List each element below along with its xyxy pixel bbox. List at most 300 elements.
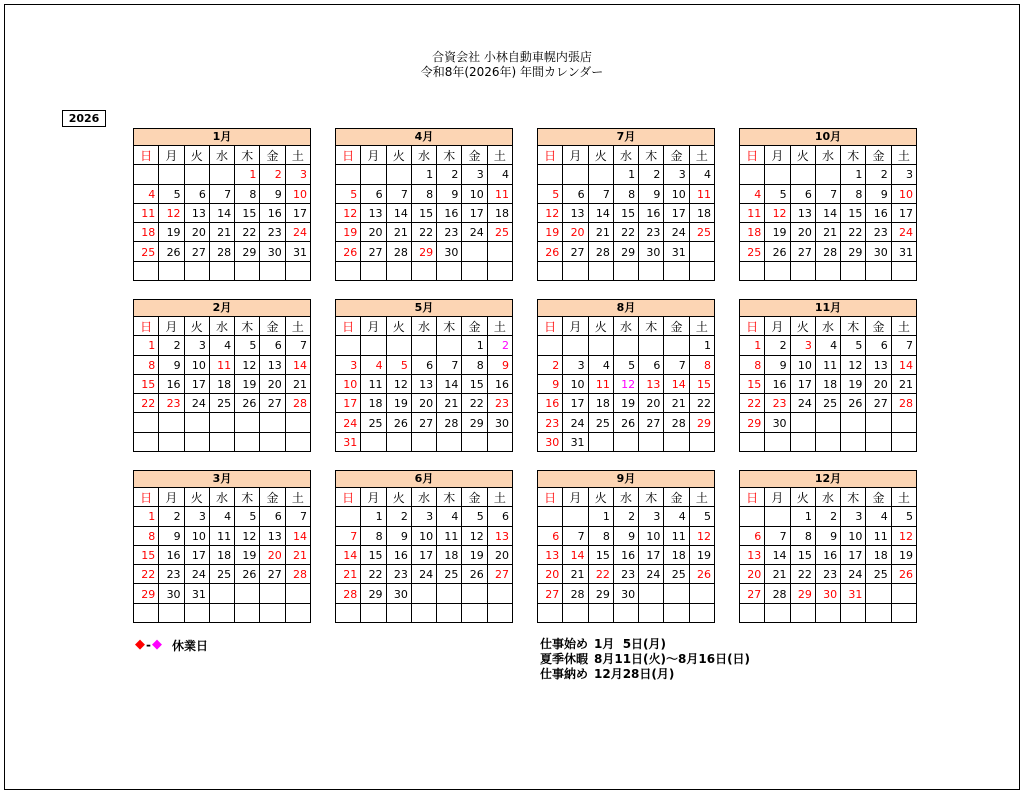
day-cell: 12 [690,527,715,546]
weekday-sun: 日 [538,488,563,507]
day-cell: 1 [841,165,866,184]
day-cell: 1 [462,336,487,355]
empty-day-cell [336,507,361,526]
empty-day-cell [185,433,210,452]
day-cell: 30 [437,242,462,261]
day-cell: 30 [614,584,639,603]
day-cell: 28 [765,584,790,603]
weekday-sun: 日 [134,146,159,165]
weekday-sat: 土 [690,146,715,165]
day-cell: 28 [816,242,841,261]
empty-day-cell [740,507,765,526]
day-cell: 25 [488,223,513,242]
day-cell: 29 [740,413,765,432]
empty-day-cell [210,584,235,603]
day-cell: 14 [765,546,790,565]
day-cell: 25 [740,242,765,261]
empty-day-cell [185,165,210,184]
empty-day-cell [210,413,235,432]
day-cell: 20 [185,223,210,242]
weekday-wed: 水 [210,488,235,507]
month-grid [133,146,311,281]
weekday-tue: 火 [185,317,210,336]
day-cell: 18 [210,546,235,565]
day-cell: 20 [488,546,513,565]
day-cell: 3 [336,356,361,375]
empty-day-cell [336,262,361,281]
month-grid [739,317,917,452]
weekday-sat: 土 [286,317,311,336]
weekday-tue: 火 [185,146,210,165]
day-cell: 31 [664,242,689,261]
empty-day-cell [437,336,462,355]
day-cell: 9 [639,185,664,204]
day-cell: 6 [488,507,513,526]
day-cell: 29 [235,242,260,261]
day-cell: 30 [159,584,184,603]
day-cell: 28 [286,565,311,584]
day-cell: 14 [336,546,361,565]
month-block [739,299,917,452]
day-cell: 28 [563,584,588,603]
empty-day-cell [387,336,412,355]
day-cell: 12 [462,527,487,546]
weekday-thu: 木 [639,488,664,507]
day-cell: 18 [437,546,462,565]
day-cell: 11 [664,527,689,546]
weekday-sat: 土 [286,146,311,165]
day-cell: 25 [589,413,614,432]
day-cell: 1 [235,165,260,184]
day-cell: 8 [412,185,437,204]
day-cell: 9 [614,527,639,546]
day-cell: 24 [791,394,816,413]
empty-day-cell [488,604,513,623]
weekday-wed: 水 [816,488,841,507]
empty-day-cell [690,262,715,281]
day-cell: 5 [462,507,487,526]
day-cell: 13 [538,546,563,565]
empty-day-cell [791,413,816,432]
empty-day-cell [866,584,891,603]
empty-day-cell [185,604,210,623]
empty-day-cell [740,165,765,184]
day-cell: 7 [286,507,311,526]
month-block [335,299,513,452]
day-cell: 25 [210,394,235,413]
day-cell: 16 [437,204,462,223]
empty-day-cell [286,433,311,452]
day-cell: 20 [538,565,563,584]
day-cell: 15 [134,375,159,394]
empty-day-cell [841,604,866,623]
empty-day-cell [387,262,412,281]
day-cell: 24 [563,413,588,432]
day-cell: 6 [260,507,285,526]
month-grid [537,317,715,452]
day-cell: 8 [740,356,765,375]
empty-day-cell [563,604,588,623]
empty-day-cell [235,262,260,281]
empty-day-cell [816,433,841,452]
weekday-fri: 金 [462,488,487,507]
month-grid [133,488,311,623]
month-grid [133,317,311,452]
day-cell: 21 [765,565,790,584]
day-cell: 11 [690,185,715,204]
day-cell: 22 [134,565,159,584]
empty-day-cell [563,262,588,281]
day-cell: 8 [134,527,159,546]
weekday-sun: 日 [336,488,361,507]
empty-day-cell [286,584,311,603]
empty-day-cell [412,433,437,452]
day-cell: 27 [866,394,891,413]
empty-day-cell [336,165,361,184]
month-header: 9月 [537,470,715,488]
day-cell: 9 [159,356,184,375]
weekday-thu: 木 [235,317,260,336]
day-cell: 26 [235,394,260,413]
month-header: 10月 [739,128,917,146]
day-cell: 5 [614,356,639,375]
day-cell: 7 [336,527,361,546]
day-cell: 26 [159,242,184,261]
month-block [133,470,311,623]
day-cell: 15 [134,546,159,565]
day-cell: 29 [841,242,866,261]
day-cell: 5 [336,185,361,204]
day-cell: 10 [841,527,866,546]
empty-day-cell [892,413,917,432]
day-cell: 15 [361,546,386,565]
day-cell: 24 [841,565,866,584]
weekday-thu: 木 [235,146,260,165]
day-cell: 13 [185,204,210,223]
empty-day-cell [765,604,790,623]
day-cell: 14 [563,546,588,565]
day-cell: 22 [462,394,487,413]
empty-day-cell [765,165,790,184]
weekday-wed: 水 [816,317,841,336]
day-cell: 13 [412,375,437,394]
day-cell: 26 [235,565,260,584]
day-cell: 2 [639,165,664,184]
weekday-fri: 金 [866,317,891,336]
day-cell: 8 [690,356,715,375]
day-cell: 29 [412,242,437,261]
day-cell: 8 [791,527,816,546]
day-cell: 12 [387,375,412,394]
month-block [537,470,715,623]
month-grid [537,488,715,623]
empty-day-cell [412,604,437,623]
day-cell: 6 [361,185,386,204]
day-cell: 22 [841,223,866,242]
day-cell: 17 [841,546,866,565]
empty-day-cell [437,584,462,603]
day-cell: 4 [210,507,235,526]
day-cell: 12 [765,204,790,223]
day-cell: 25 [866,565,891,584]
day-cell: 8 [462,356,487,375]
day-cell: 26 [462,565,487,584]
day-cell: 26 [892,565,917,584]
legend [135,637,208,653]
day-cell: 10 [563,375,588,394]
day-cell: 11 [589,375,614,394]
day-cell: 24 [185,394,210,413]
weekday-tue: 火 [387,488,412,507]
day-cell: 8 [841,185,866,204]
month-block [537,299,715,452]
day-cell: 6 [791,185,816,204]
empty-day-cell [866,433,891,452]
day-cell: 21 [286,375,311,394]
day-cell: 2 [488,336,513,355]
empty-day-cell [664,433,689,452]
day-cell: 2 [614,507,639,526]
day-cell: 23 [159,394,184,413]
weekday-sat: 土 [286,488,311,507]
weekday-tue: 火 [589,317,614,336]
empty-day-cell [134,165,159,184]
weekday-sun: 日 [336,317,361,336]
day-cell: 3 [462,165,487,184]
day-cell: 2 [159,507,184,526]
note-work-end [540,667,750,682]
work-schedule-notes [540,637,750,682]
month-grid [739,146,917,281]
day-cell: 2 [159,336,184,355]
day-cell: 22 [791,565,816,584]
day-cell: 27 [740,584,765,603]
weekday-thu: 木 [639,317,664,336]
legend-label: 休業日 [171,638,208,653]
day-cell: 1 [791,507,816,526]
day-cell: 9 [260,185,285,204]
day-cell: 25 [664,565,689,584]
day-cell: 23 [387,565,412,584]
day-cell: 10 [286,185,311,204]
day-cell: 27 [260,394,285,413]
day-cell: 29 [462,413,487,432]
day-cell: 22 [690,394,715,413]
day-cell: 20 [740,565,765,584]
empty-day-cell [614,433,639,452]
day-cell: 14 [387,204,412,223]
day-cell: 15 [791,546,816,565]
day-cell: 15 [690,375,715,394]
day-cell: 10 [185,527,210,546]
weekday-thu: 木 [841,488,866,507]
day-cell: 4 [361,356,386,375]
day-cell: 15 [740,375,765,394]
empty-day-cell [639,584,664,603]
day-cell: 8 [235,185,260,204]
day-cell: 11 [740,204,765,223]
day-cell: 11 [866,527,891,546]
day-cell: 25 [816,394,841,413]
weekday-sun: 日 [134,317,159,336]
day-cell: 27 [639,413,664,432]
day-cell: 12 [892,527,917,546]
day-cell: 6 [639,356,664,375]
empty-day-cell [664,262,689,281]
month-header: 1月 [133,128,311,146]
day-cell: 3 [664,165,689,184]
day-cell: 13 [791,204,816,223]
day-cell: 23 [866,223,891,242]
day-cell: 18 [740,223,765,242]
year-box: 2026 [62,110,106,127]
day-cell: 7 [589,185,614,204]
day-cell: 13 [361,204,386,223]
day-cell: 9 [538,375,563,394]
weekday-fri: 金 [866,488,891,507]
empty-day-cell [892,262,917,281]
day-cell: 11 [816,356,841,375]
empty-day-cell [185,413,210,432]
day-cell: 18 [361,394,386,413]
month-grid [335,488,513,623]
day-cell: 15 [235,204,260,223]
day-cell: 26 [336,242,361,261]
empty-day-cell [765,262,790,281]
day-cell: 6 [185,185,210,204]
day-cell: 17 [412,546,437,565]
empty-day-cell [134,604,159,623]
day-cell: 10 [664,185,689,204]
empty-day-cell [538,507,563,526]
month-block [537,128,715,281]
empty-day-cell [159,433,184,452]
day-cell: 7 [387,185,412,204]
day-cell: 27 [260,565,285,584]
weekday-sun: 日 [740,488,765,507]
day-cell: 28 [437,413,462,432]
empty-day-cell [437,262,462,281]
empty-day-cell [841,262,866,281]
day-cell: 9 [159,527,184,546]
empty-day-cell [639,604,664,623]
day-cell: 20 [361,223,386,242]
day-cell: 21 [664,394,689,413]
day-cell: 14 [664,375,689,394]
month-block [739,470,917,623]
day-cell: 24 [336,413,361,432]
weekday-wed: 水 [412,146,437,165]
day-cell: 14 [589,204,614,223]
day-cell: 4 [589,356,614,375]
day-cell: 26 [387,413,412,432]
day-cell: 18 [134,223,159,242]
month-block [133,128,311,281]
day-cell: 28 [286,394,311,413]
day-cell: 1 [614,165,639,184]
month-block [335,128,513,281]
day-cell: 4 [866,507,891,526]
note-value: 12月28日(月) [594,667,675,681]
note-label: 夏季休暇 [540,652,589,666]
day-cell: 12 [614,375,639,394]
weekday-tue: 火 [791,146,816,165]
empty-day-cell [412,584,437,603]
day-cell: 16 [765,375,790,394]
empty-day-cell [387,433,412,452]
day-cell: 30 [816,584,841,603]
weekday-thu: 木 [841,146,866,165]
empty-day-cell [159,165,184,184]
empty-day-cell [134,413,159,432]
day-cell: 12 [235,356,260,375]
weekday-thu: 木 [437,488,462,507]
empty-day-cell [462,242,487,261]
day-cell: 15 [614,204,639,223]
day-cell: 1 [412,165,437,184]
day-cell: 23 [159,565,184,584]
day-cell: 19 [336,223,361,242]
day-cell: 18 [589,394,614,413]
day-cell: 14 [286,356,311,375]
day-cell: 13 [260,527,285,546]
empty-day-cell [235,433,260,452]
empty-day-cell [614,604,639,623]
day-cell: 30 [866,242,891,261]
weekday-thu: 木 [437,317,462,336]
empty-day-cell [260,262,285,281]
day-cell: 22 [361,565,386,584]
day-cell: 9 [816,527,841,546]
empty-day-cell [361,165,386,184]
day-cell: 5 [841,336,866,355]
empty-day-cell [159,262,184,281]
weekday-mon: 月 [765,488,790,507]
empty-day-cell [690,584,715,603]
day-cell: 21 [210,223,235,242]
day-cell: 17 [185,375,210,394]
day-cell: 6 [563,185,588,204]
weekday-sun: 日 [740,317,765,336]
weekday-wed: 水 [816,146,841,165]
day-cell: 4 [134,185,159,204]
day-cell: 29 [589,584,614,603]
day-cell: 3 [412,507,437,526]
weekday-sat: 土 [892,146,917,165]
day-cell: 16 [159,546,184,565]
empty-day-cell [740,604,765,623]
day-cell: 7 [816,185,841,204]
day-cell: 4 [488,165,513,184]
day-cell: 22 [589,565,614,584]
empty-day-cell [563,165,588,184]
day-cell: 4 [664,507,689,526]
day-cell: 6 [412,356,437,375]
day-cell: 12 [538,204,563,223]
empty-day-cell [690,604,715,623]
empty-day-cell [791,262,816,281]
day-cell: 7 [892,336,917,355]
day-cell: 28 [387,242,412,261]
day-cell: 5 [235,507,260,526]
day-cell: 19 [159,223,184,242]
day-cell: 31 [892,242,917,261]
day-cell: 4 [816,336,841,355]
empty-day-cell [791,433,816,452]
day-cell: 11 [437,527,462,546]
day-cell: 23 [538,413,563,432]
year-calendar [133,128,917,623]
